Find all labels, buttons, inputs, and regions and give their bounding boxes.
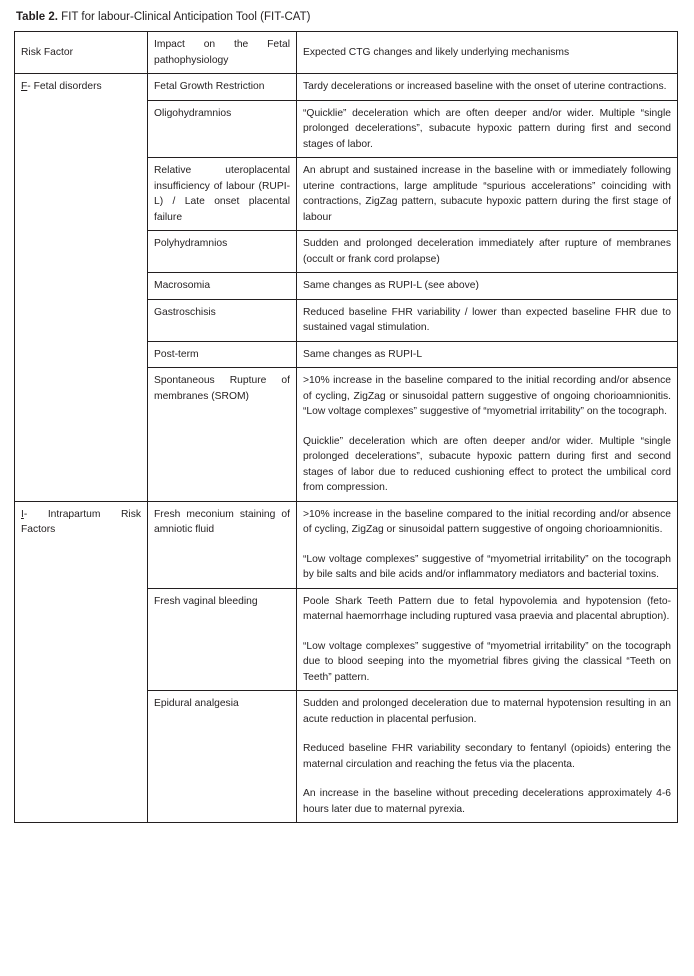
changes-paragraph: “Low voltage complexes” suggestive of “myometrial irritability” on the tocograph by bile salts and bile acids and/or inflammatory mediators and bacterial toxins.: [303, 553, 671, 580]
changes-paragraph: Same changes as RUPI-L: [303, 348, 423, 360]
impact-cell: Gastroschisis: [148, 299, 297, 341]
risk-factor-group-intrapartum: [15, 501, 148, 823]
changes-paragraph: Quicklie” deceleration which are often deeper and/or wider. Multiple “single prolonged decelerations”, subacute hypoxic pattern during first and second stages of labor due to reduced cushioning effect to protect the umbilical cord from compression.: [303, 435, 671, 493]
changes-paragraph: “Quicklie” deceleration which are often deeper and/or wider. Multiple “single prolonged decelerations”, subacute hypoxic pattern during first and second stages of labor.: [303, 107, 671, 150]
column-header-expected-changes: Expected CTG changes and likely underlying mechanisms: [297, 32, 678, 74]
changes-paragraph: “Low voltage complexes” suggestive of “myometrial irritability” on the tocograph due to blood seeping into the myometrial fibres giving the classical “Teeth on Teeth” pattern.: [303, 640, 671, 683]
changes-cell: [297, 273, 678, 300]
changes-paragraph: Sudden and prolonged deceleration immediately after rupture of membranes (occult or frank cord prolapse): [303, 238, 671, 265]
changes-cell: [297, 588, 678, 691]
changes-cell: [297, 341, 678, 368]
risk-factor-group-prefix: F: [21, 81, 28, 92]
changes-cell: [297, 299, 678, 341]
table-head: [15, 32, 678, 74]
impact-cell: Fresh vaginal bleeding: [148, 588, 297, 691]
changes-cell: [297, 158, 678, 231]
changes-paragraph: An abrupt and sustained increase in the baseline with or immediately following uterine contractions, large amplitude “spurious accelerations” coinciding with contractions, ZigZag pattern, subacute hypoxic pattern during the first stage of labour: [303, 165, 671, 223]
changes-paragraph: >10% increase in the baseline compared to the initial recording and/or absence of cycling, ZigZag or sinusoidal pattern suggestive of ongoing chorioamnionitis.: [303, 508, 671, 535]
table-row: [15, 74, 678, 101]
table-caption-text: FIT for labour-Clinical Anticipation Tool (FIT-CAT): [61, 11, 311, 23]
changes-paragraph: An increase in the baseline without preceding decelerations approximately 4-6 hours later due to maternal pyrexia.: [303, 788, 671, 815]
column-header-impact: Impact on the Fetal pathophysiology: [148, 32, 297, 74]
table-body: [15, 74, 678, 823]
impact-cell: Relative uteroplacental insufficiency of labour (RUPI-L) / Late onset placental failure: [148, 158, 297, 231]
changes-paragraph: Tardy decelerations or increased baseline with the onset of uterine contractions.: [303, 81, 667, 92]
impact-cell: Post-term: [148, 341, 297, 368]
impact-cell: Fresh meconium staining of amniotic fluid: [148, 501, 297, 588]
impact-cell: Fetal Growth Restriction: [148, 74, 297, 101]
changes-cell: [297, 231, 678, 273]
table-row: [15, 501, 678, 588]
impact-cell: Spontaneous Rupture of membranes (SROM): [148, 368, 297, 502]
risk-factor-group-fetal: [15, 74, 148, 502]
impact-cell: Macrosomia: [148, 273, 297, 300]
changes-cell: [297, 74, 678, 101]
impact-cell: Oligohydramnios: [148, 100, 297, 158]
changes-paragraph: Reduced baseline FHR variability / lower than expected baseline FHR due to sustained vagal stimulation.: [303, 306, 671, 333]
table-caption-label: Table 2.: [16, 11, 58, 23]
risk-factor-group-name: - Intrapartum Risk Factors: [21, 508, 141, 535]
changes-paragraph: Sudden and prolonged deceleration due to maternal hypotension resulting in an acute reduction in placental perfusion.: [303, 698, 671, 725]
column-header-risk-factor: Risk Factor: [15, 32, 148, 74]
table-caption: [16, 10, 680, 25]
impact-cell: Epidural analgesia: [148, 691, 297, 823]
changes-cell: [297, 691, 678, 823]
changes-cell: [297, 368, 678, 502]
changes-paragraph: >10% increase in the baseline compared to the initial recording and/or absence of cycling, ZigZag or sinusoidal pattern suggestive of ongoing chorioamnionitis. “Low voltage complexes” suggestive of “myometrial irritability” on the tocograph.: [303, 375, 671, 417]
changes-paragraph: Reduced baseline FHR variability secondary to fentanyl (opioids) entering the maternal circulation and reaching the fetus via the placenta.: [303, 743, 671, 770]
table-header-row: [15, 32, 678, 74]
risk-factor-group-name: - Fetal disorders: [27, 81, 102, 92]
changes-cell: [297, 100, 678, 158]
changes-paragraph: Same changes as RUPI-L (see above): [303, 280, 479, 291]
fit-cat-table: [14, 31, 678, 823]
changes-paragraph: Poole Shark Teeth Pattern due to fetal hypovolemia and hypotension (feto-maternal haemorrhage including ruptured vasa praevia and placental abruption).: [303, 595, 671, 622]
changes-cell: [297, 501, 678, 588]
impact-cell: Polyhydramnios: [148, 231, 297, 273]
risk-factor-group-prefix: I: [21, 508, 24, 520]
